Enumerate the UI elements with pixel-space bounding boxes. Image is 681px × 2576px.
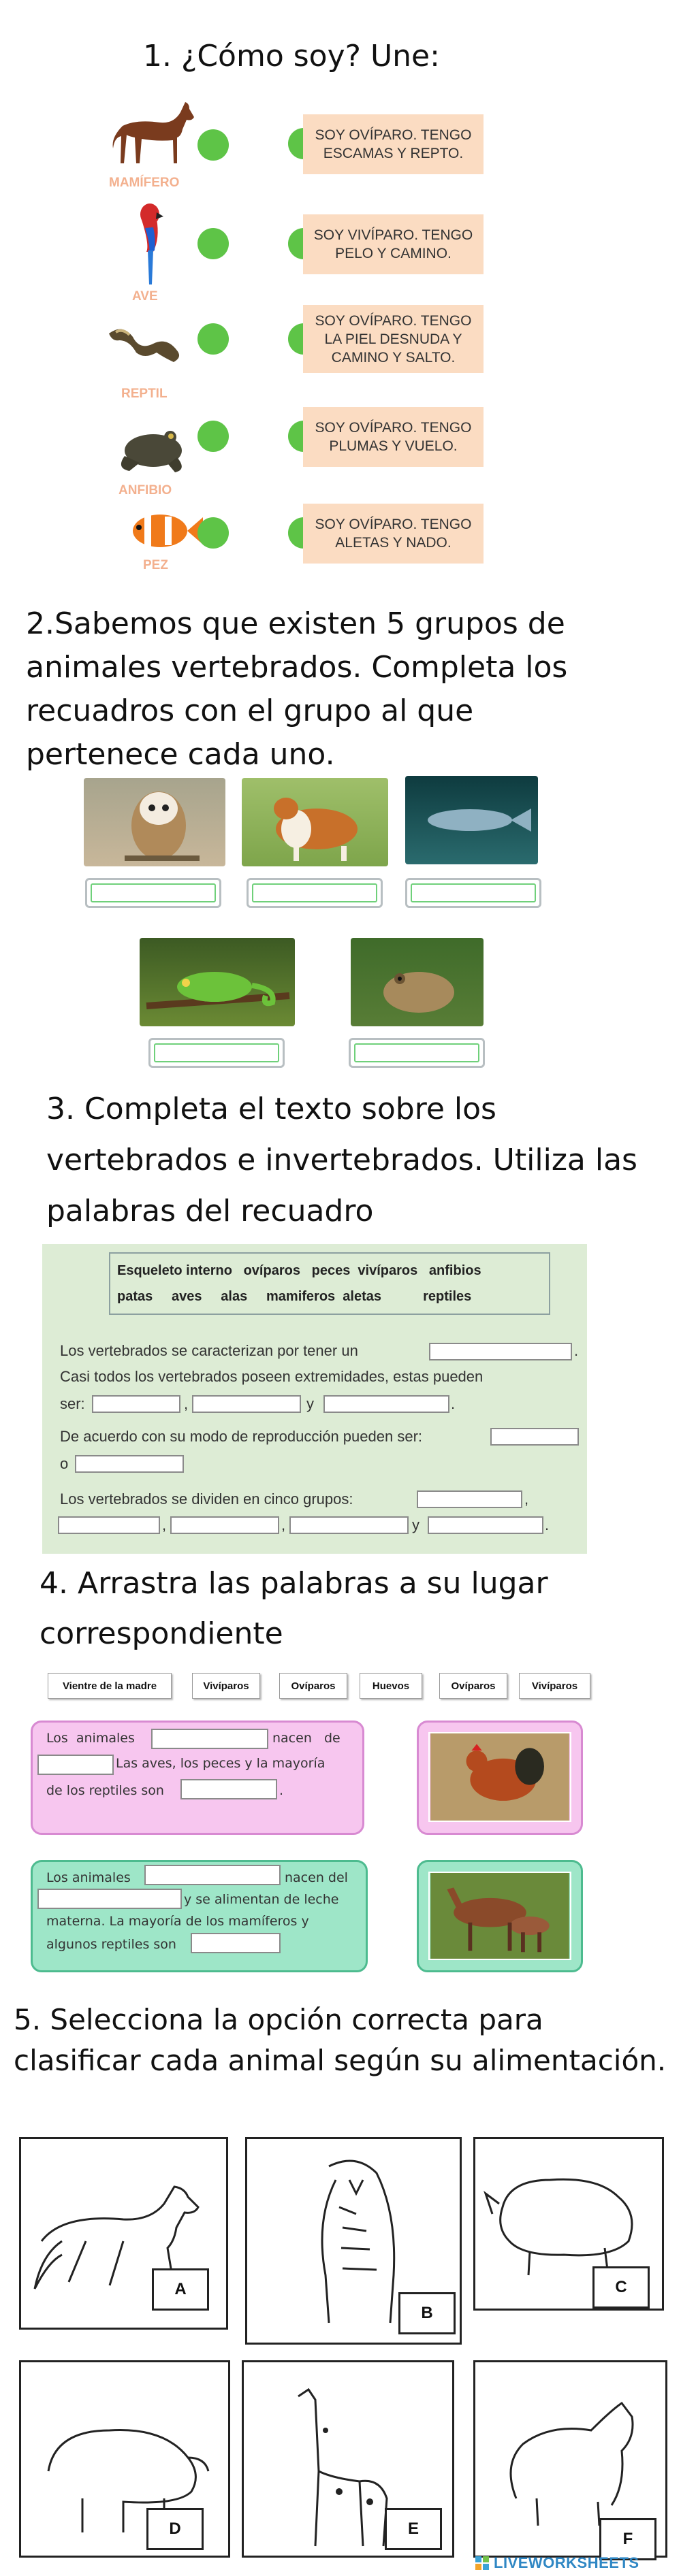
toad-photo — [351, 938, 484, 1026]
answer-box-5[interactable] — [349, 1038, 485, 1068]
sentence-4: De acuerdo con su modo de reproducción pueden ser: — [60, 1428, 423, 1445]
match-dot-left-5[interactable] — [197, 517, 229, 549]
answer-box-1[interactable] — [85, 878, 221, 908]
box1-blank-2[interactable] — [37, 1755, 114, 1775]
sentence-6-comma: , — [524, 1490, 529, 1507]
drag-chip-2[interactable]: Vivíparos — [192, 1673, 260, 1699]
box2-blank-1[interactable] — [144, 1865, 281, 1885]
blank-esqueleto[interactable] — [429, 1343, 572, 1360]
blank-grupo-5[interactable] — [428, 1516, 543, 1534]
watermark-text: LIVEWORKSHEETS — [494, 2554, 639, 2571]
blank-grupo-3[interactable] — [170, 1516, 279, 1534]
frog-image — [112, 415, 194, 476]
sentence-5: o — [60, 1455, 69, 1472]
category-pez: PEZ — [143, 558, 168, 572]
category-ave: AVE — [132, 289, 158, 304]
match-dot-left-4[interactable] — [197, 421, 229, 452]
box1-line3: de los reptiles son — [46, 1783, 164, 1798]
chameleon-photo — [140, 938, 295, 1026]
answer-box-3[interactable] — [405, 878, 541, 908]
sentence-3-y: y — [306, 1395, 314, 1412]
box2-line2: y se alimentan de leche — [184, 1892, 339, 1907]
drag-chip-6[interactable]: Vivíparos — [519, 1673, 590, 1699]
drag-chip-5[interactable]: Ovíparos — [439, 1673, 507, 1699]
section4-title: 4. Arrastra las palabras a su lugar correspondiente — [39, 1566, 548, 1651]
sentence-6-end: . — [545, 1516, 550, 1533]
collie-photo — [242, 778, 388, 866]
blank-reproduccion-1[interactable] — [490, 1428, 579, 1446]
section2-title: 2.Sabemos que existen 5 grupos de animales vertebrados. Completa los recuadros con el grupo al que pertenece cada uno. — [26, 606, 568, 772]
box1-end: . — [279, 1783, 284, 1798]
option-box-2: SOY VIVÍPARO. TENGO PELO Y CAMINO. — [303, 214, 484, 274]
box1-line1a: Los animales — [46, 1731, 135, 1746]
parrot-image — [126, 197, 174, 286]
blank-grupo-1[interactable] — [417, 1490, 522, 1508]
answer-box-4[interactable] — [148, 1038, 285, 1068]
drag-chip-4[interactable]: Huevos — [360, 1673, 422, 1699]
match-dot-left-1[interactable] — [197, 129, 229, 161]
clownfish-image — [123, 507, 204, 555]
option-box-5: SOY OVÍPARO. TENGO ALETAS Y NADO. — [303, 504, 484, 564]
option-box-1: SOY OVÍPARO. TENGO ESCAMAS Y REPTO. — [303, 114, 484, 174]
box1-blank-3[interactable] — [180, 1779, 277, 1799]
box1-line2: Las aves, los peces y la mayoría — [116, 1756, 326, 1771]
box2-blank-3[interactable] — [191, 1933, 281, 1953]
word-bank-line-2: patas aves alas mamiferos aletas reptiles — [117, 1289, 472, 1304]
box1-line1b: nacen de — [272, 1731, 340, 1746]
sentence-1-end: . — [574, 1342, 579, 1359]
horse-photo-frame — [417, 1860, 583, 1972]
box2-line1a: Los animales — [46, 1870, 131, 1885]
category-anfibio: ANFIBIO — [118, 483, 172, 498]
sentence-6: Los vertebrados se dividen en cinco grupos: — [60, 1490, 353, 1507]
liveworksheets-logo-icon — [475, 2556, 490, 2571]
owl-photo — [84, 778, 225, 866]
blank-reproduccion-2[interactable] — [75, 1455, 184, 1473]
category-mamifero: MAMÍFERO — [109, 176, 180, 190]
sentence-3-comma: , — [184, 1395, 189, 1412]
sentence-6-comma-3: , — [281, 1516, 286, 1533]
drag-chip-3[interactable]: Ovíparos — [279, 1673, 347, 1699]
word-bank-line-1: Esqueleto interno ovíparos peces vivíparos anfibios — [117, 1263, 481, 1278]
box2-line3: materna. La mayoría de los mamíferos y — [46, 1914, 309, 1929]
sentence-1: Los vertebrados se caracterizan por tener un — [60, 1342, 358, 1359]
letter-box-b[interactable]: B — [398, 2292, 456, 2334]
sentence-3-end: . — [451, 1395, 456, 1412]
answer-box-2[interactable] — [247, 878, 383, 908]
drag-chip-1[interactable]: Vientre de la madre — [48, 1673, 172, 1699]
blank-grupo-2[interactable] — [58, 1516, 160, 1534]
sentence-6-comma-2: , — [162, 1516, 167, 1533]
box1-blank-1[interactable] — [151, 1729, 268, 1749]
liveworksheets-watermark — [475, 2552, 639, 2574]
box2-blank-2[interactable] — [37, 1889, 182, 1909]
sentence-3: ser: — [60, 1395, 85, 1412]
sentence-6-y: y — [412, 1516, 419, 1533]
sentence-2: Casi todos los vertebrados poseen extremidades, estas pueden — [60, 1368, 484, 1385]
section3-title: 3. Completa el texto sobre los vertebrados e invertebrados. Utiliza las palabras del recuadro — [46, 1092, 637, 1228]
blank-grupo-4[interactable] — [289, 1516, 409, 1534]
option-box-3: SOY OVÍPARO. TENGO LA PIEL DESNUDA Y CAMINO Y SALTO. — [303, 305, 484, 373]
hen-photo-frame — [417, 1721, 583, 1835]
section5-title: 5. Selecciona la opción correcta para clasificar cada animal según su alimentación. — [14, 2003, 667, 2077]
blank-extremidad-2[interactable] — [192, 1395, 301, 1413]
fish-photo — [405, 776, 538, 864]
match-dot-left-3[interactable] — [197, 323, 229, 355]
blank-extremidad-3[interactable] — [323, 1395, 449, 1413]
horse-image — [109, 95, 204, 170]
section1-title: 1. ¿Cómo soy? Une: — [143, 39, 440, 74]
box2-line4: algunos reptiles son — [46, 1937, 176, 1952]
blank-extremidad-1[interactable] — [92, 1395, 180, 1413]
letter-box-d[interactable]: D — [146, 2508, 204, 2550]
category-reptil: REPTIL — [121, 387, 168, 401]
letter-box-e[interactable]: E — [385, 2508, 442, 2550]
snake-image — [102, 320, 191, 368]
letter-box-f[interactable]: F — [599, 2518, 656, 2560]
match-dot-left-2[interactable] — [197, 228, 229, 259]
letter-box-c[interactable]: C — [592, 2266, 650, 2309]
option-box-4: SOY OVÍPARO. TENGO PLUMAS Y VUELO. — [303, 407, 484, 467]
letter-box-a[interactable]: A — [152, 2268, 209, 2311]
word-bank — [109, 1252, 550, 1315]
box2-line1b: nacen del — [285, 1870, 348, 1885]
